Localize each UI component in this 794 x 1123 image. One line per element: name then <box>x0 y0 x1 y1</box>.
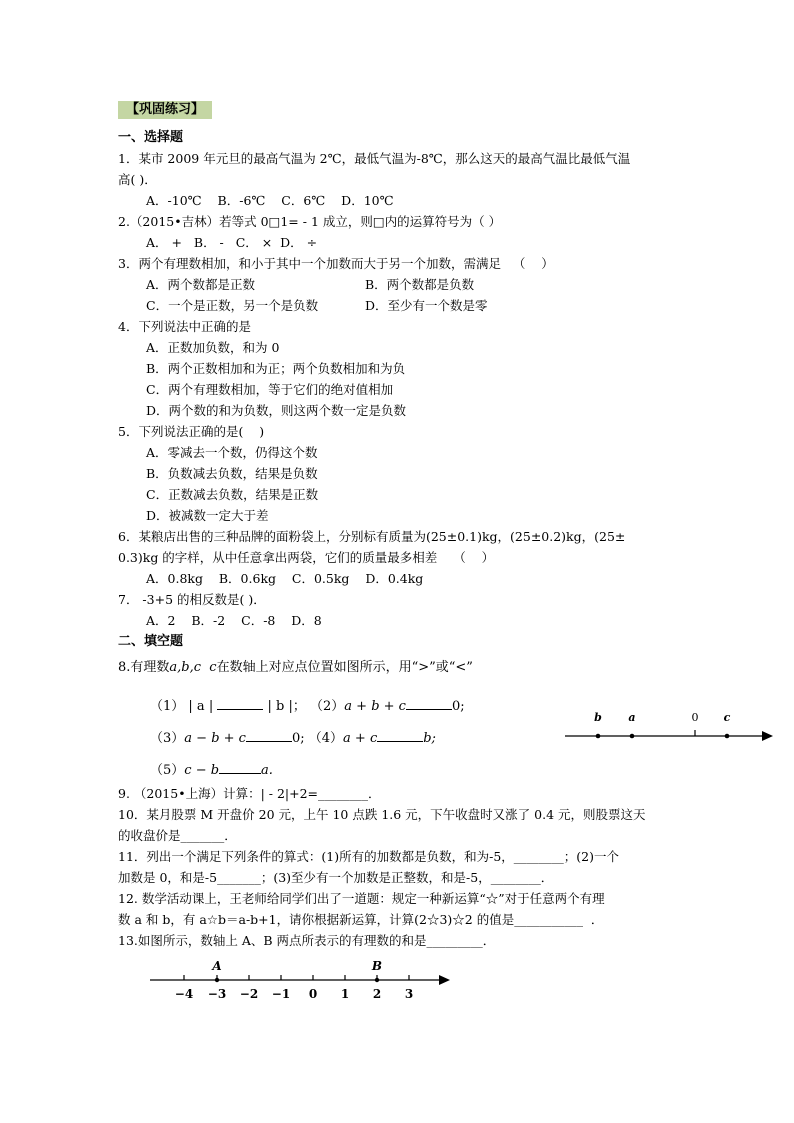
axis13-tick-neg3: −3 <box>207 987 227 1001</box>
axis13-point-a: A <box>212 959 222 973</box>
question-13-number-line <box>145 958 455 1006</box>
question-5-option-a: A．零减去一个数，仍得这个数 <box>146 445 318 460</box>
axis13-tick-1: 1 <box>340 987 350 1001</box>
question-2-options: A． + B． - C． × D． ÷ <box>146 235 318 250</box>
question-13: 13.如图所示，数轴上 A、B 两点所表示的有理数的和是_________． <box>118 933 496 948</box>
question-3-option-d: D．至少有一个数是零 <box>365 298 488 313</box>
question-4-option-d: D．两个数的和为负数，则这两个数一定是负数 <box>146 403 407 418</box>
section-title-choice: 一、选择题 <box>118 130 184 145</box>
axis13-tick-3: 3 <box>404 987 414 1001</box>
question-4-line-1: 4．下列说法中正确的是 <box>118 319 251 334</box>
question-8-number-line <box>560 705 780 750</box>
question-6-options: A．0.8kg B．0.6kg C．0.5kg D．0.4kg <box>146 571 424 586</box>
question-11-line-1: 11．列出一个满足下列条件的算式：(1)所有的加数都是负数，和为-5，________；(2)一个 <box>118 849 619 864</box>
question-3-line-1: 3．两个有理数相加，和小于其中一个加数而大于另一个加数，需满足 （ ） <box>118 256 554 271</box>
question-5-option-d: D．被减数一定大于差 <box>146 508 269 523</box>
question-5-option-b: B．负数减去负数，结果是负数 <box>146 466 318 481</box>
section-header-consolidation: 【巩固练习】 <box>118 101 212 119</box>
question-3-option-a: A．两个数都是正数 <box>146 277 256 292</box>
question-6-line-2: 0.3)kg 的字样，从中任意拿出两袋，它们的质量最多相差 （ ） <box>118 550 495 565</box>
question-8-part-3-4: （3）a − b + c 0; （4）a + c b; <box>150 731 436 746</box>
question-4-option-a: A．正数加负数，和为 0 <box>146 340 280 355</box>
axis13-tick-neg4: −4 <box>174 987 194 1001</box>
question-3-option-b: B．两个数都是负数 <box>365 277 475 292</box>
question-1-line-1: 1．某市 2009 年元旦的最高气温为 2℃，最低气温为-8℃，那么这天的最高气温比最低气温 <box>118 151 631 166</box>
question-12-line-1: 12. 数学活动课上，王老师给同学们出了一道题：规定一种新运算“☆”对于任意两个有理 <box>118 891 605 906</box>
axis8-label-c: c <box>723 711 731 724</box>
question-2-line-1: 2.（2015•吉林）若等式 0□1= - 1 成立，则□内的运算符号为（ ） <box>118 214 502 229</box>
axis13-tick-neg1: −1 <box>271 987 291 1001</box>
section-title-fill: 二、填空题 <box>118 634 184 649</box>
question-8-intro: 8.有理数a,b,c c在数轴上对应点位置如图所示，用“>”或“<” <box>118 660 473 675</box>
axis8-label-a: a <box>628 711 636 724</box>
question-10-line-2: 的收盘价是_______． <box>118 828 237 843</box>
question-12-line-2: 数 a 和 b，有 a☆b＝a-b+1，请你根据新运算，计算(2☆3)☆2 的值是___________ ． <box>118 912 604 927</box>
axis13-tick-2: 2 <box>372 987 382 1001</box>
question-6-line-1: 6．某粮店出售的三种品牌的面粉袋上，分别标有质量为(25±0.1)kg，(25±0.2)kg，(25± <box>118 529 626 544</box>
question-7-options: A．2 B．-2 C．-8 D．8 <box>146 613 322 628</box>
question-5-line-1: 5．下列说法正确的是( ) <box>118 424 265 439</box>
axis13-point-b: B <box>371 959 383 973</box>
question-3-option-c: C．一个是正数，另一个是负数 <box>146 298 319 313</box>
question-4-option-c: C．两个有理数相加，等于它们的绝对值相加 <box>146 382 394 397</box>
question-8-part-1-2: （1） | a | | b |； （2）a + b + c 0; <box>150 699 465 714</box>
axis8-label-zero: 0 <box>691 711 699 724</box>
question-8-part-5: （5）c − b a. <box>150 763 273 778</box>
question-11-line-2: 加数是 0，和是-5_______；(3)至少有一个加数是正整数，和是-5，________． <box>118 870 554 885</box>
question-7-line-1: 7． -3+5 的相反数是( )． <box>118 592 266 607</box>
axis13-tick-neg2: −2 <box>239 987 259 1001</box>
question-10-line-1: 10．某月股票 M 开盘价 20 元，上午 10 点跌 1.6 元，下午收盘时又涨了 0.4 元，则股票这天 <box>118 807 646 822</box>
question-4-option-b: B．两个正数相加和为正；两个负数相加和为负 <box>146 361 406 376</box>
axis13-tick-0: 0 <box>308 987 318 1001</box>
question-9: 9. （2015•上海）计算：| - 2|+2=________． <box>118 786 381 801</box>
question-1-options: A．-10℃ B．-6℃ C．6℃ D．10℃ <box>146 193 394 208</box>
question-5-option-c: C．正数减去负数，结果是正数 <box>146 487 319 502</box>
axis8-label-b: b <box>594 711 602 724</box>
question-1-line-2: 高( )． <box>118 172 157 187</box>
